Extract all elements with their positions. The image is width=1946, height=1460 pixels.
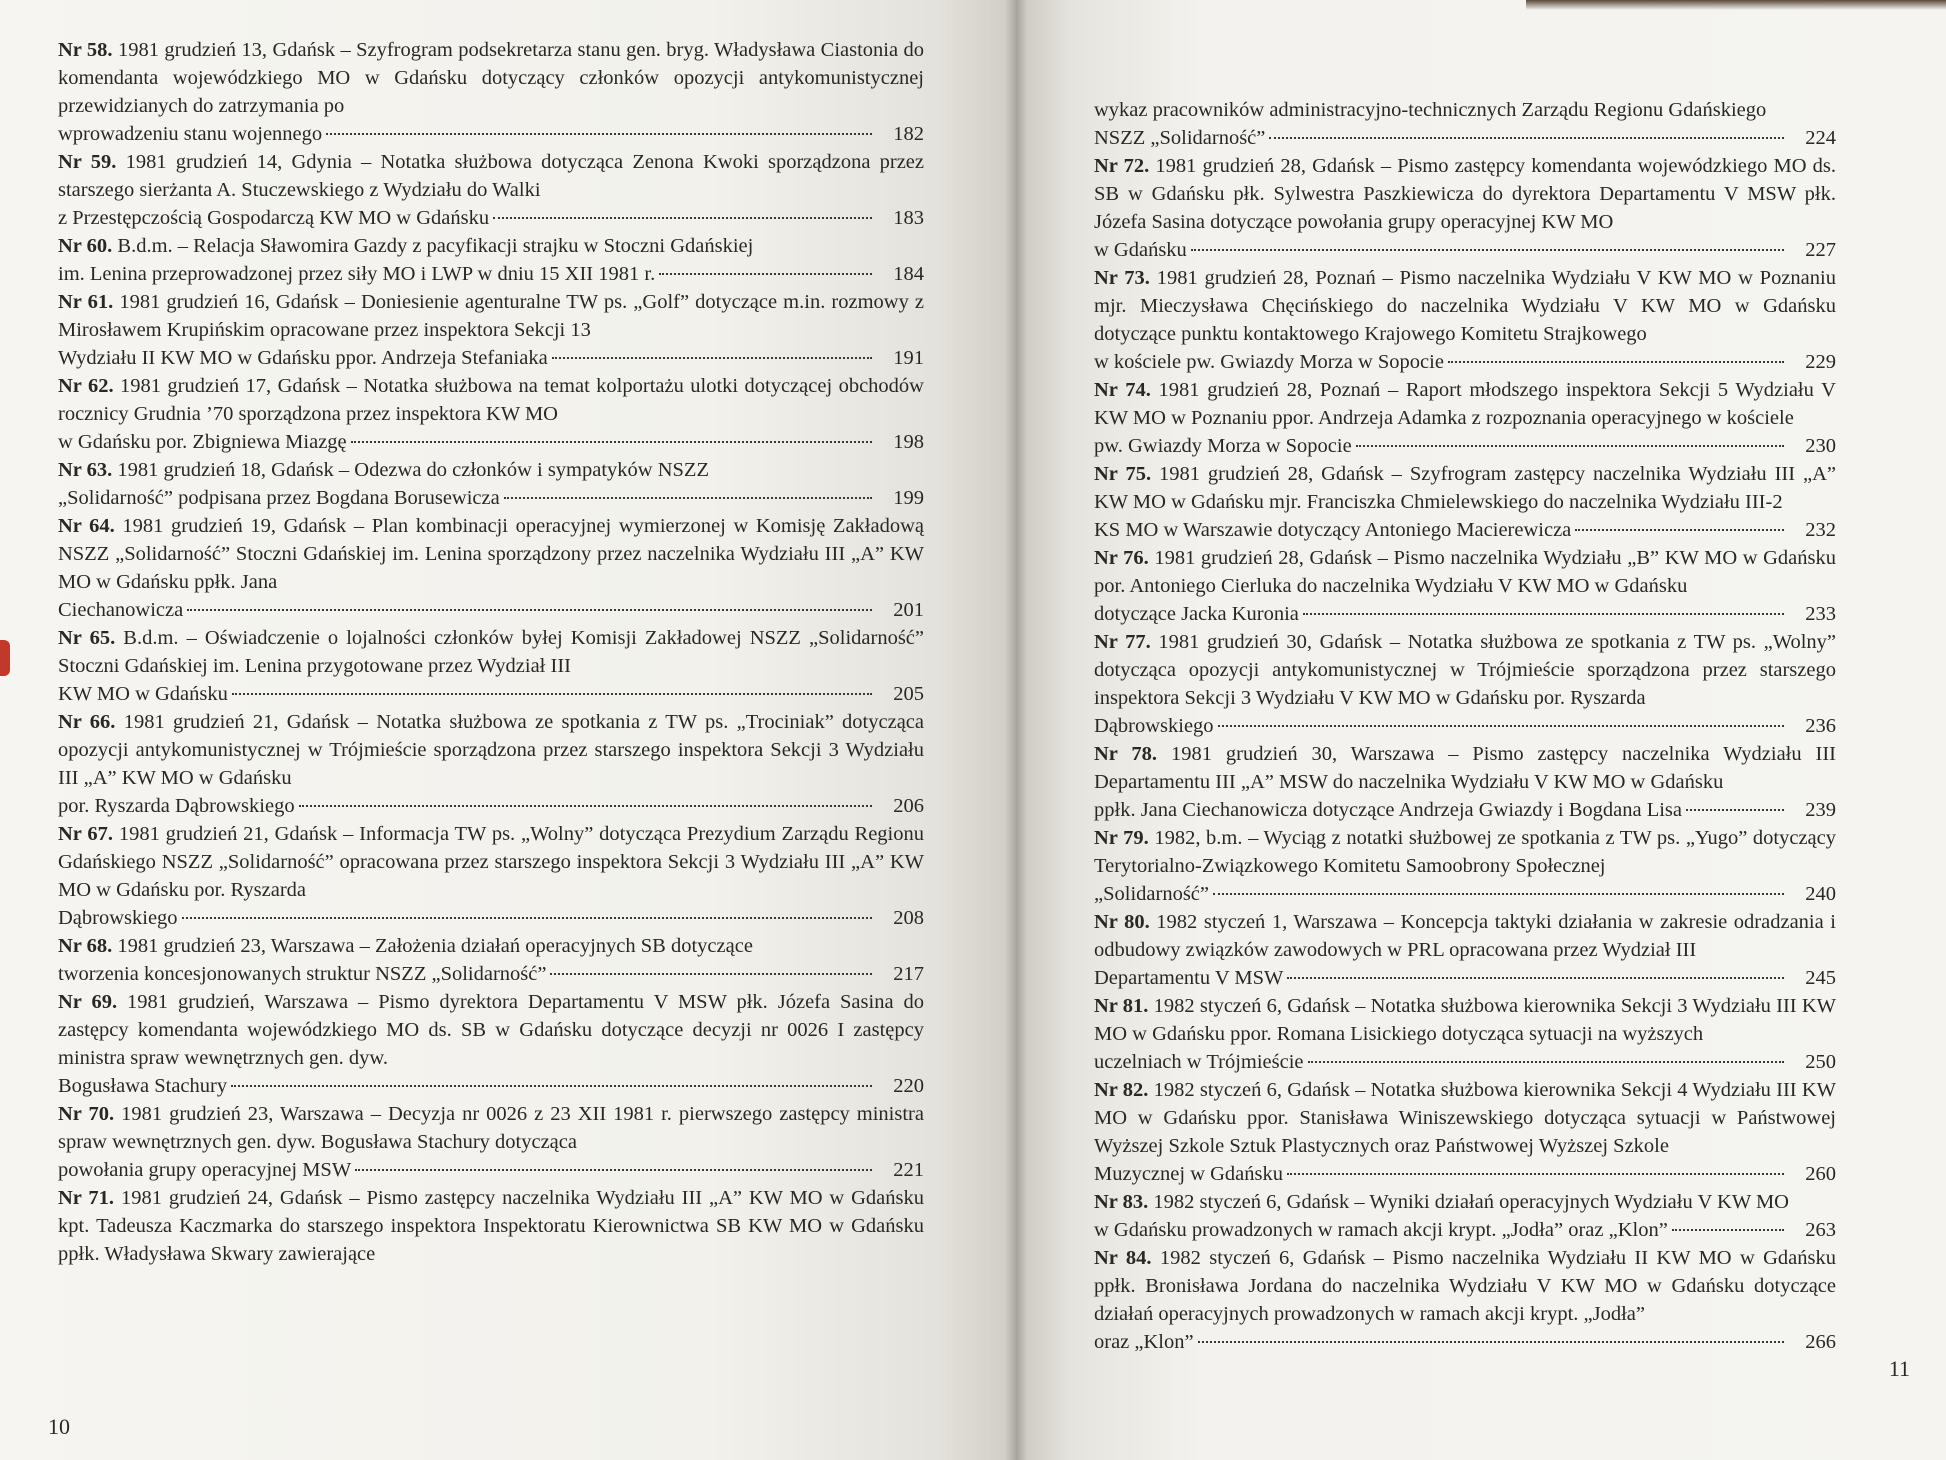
toc-entry-text: 1981 grudzień 13, Gdańsk – Szyfrogram podsekretarza stanu gen. bryg. Władysława Ciastonia do komendanta wojewódzkiego MO w Gdańsku dotyczący członków opozycji antykomunistycznej przewidzianych do zatrzymania po bbox=[58, 39, 924, 117]
toc-entry-text: wykaz pracowników administracyjno-technicznych Zarządu Regionu Gdańskiego bbox=[1094, 99, 1767, 121]
toc-entry-last-line bbox=[1094, 796, 1836, 824]
dot-leader bbox=[1287, 977, 1784, 979]
toc-entry-body bbox=[1094, 824, 1836, 880]
toc-entry bbox=[1094, 1244, 1894, 1356]
toc-page-number: 233 bbox=[1805, 603, 1836, 625]
toc-entry-text: B.d.m. – Relacja Sławomira Gazdy z pacyfikacji strajku w Stoczni Gdańskiej bbox=[117, 235, 754, 257]
toc-entry-tail: NSZZ „Solidarność” bbox=[1094, 127, 1266, 149]
toc-entry bbox=[58, 1100, 976, 1184]
toc-entry-body bbox=[58, 288, 924, 344]
toc-entry-tail: Ciechanowicza bbox=[58, 599, 184, 621]
toc-entry-text: 1982 styczeń 1, Warszawa – Koncepcja taktyki działania w zakresie odradzania i odbudowy związków zawodowych w PRL opracowana przez Wydział III bbox=[1094, 911, 1836, 961]
toc-entry-last-line bbox=[58, 960, 924, 988]
toc-entry-text: 1982, b.m. – Wyciąg z notatki służbowej ze spotkania z TW ps. „Yugo” dotyczący Terytorialno-Związkowego Komitetu Samoobrony Społecznej bbox=[1094, 827, 1836, 877]
toc-entry bbox=[58, 708, 976, 820]
toc-entry bbox=[1094, 152, 1894, 264]
toc-entry-tail: ppłk. Jana Ciechanowicza dotyczące Andrzeja Gwiazdy i Bogdana Lisa bbox=[1094, 799, 1683, 821]
toc-entry-last-line bbox=[1094, 1328, 1836, 1356]
toc-page-number: 206 bbox=[893, 795, 924, 817]
toc-entry-text: 1981 grudzień 23, Warszawa – Założenia działań operacyjnych SB dotyczące bbox=[117, 935, 753, 957]
toc-page-number: 208 bbox=[893, 907, 924, 929]
toc-entry-body bbox=[58, 820, 924, 904]
toc-entry bbox=[1094, 992, 1894, 1076]
toc-entry-number: Nr 70. bbox=[58, 1103, 115, 1125]
toc-entry-body bbox=[1094, 908, 1836, 964]
toc-entry-last-line bbox=[1094, 880, 1836, 908]
toc-entry-number: Nr 58. bbox=[58, 39, 113, 61]
toc-entry-number: Nr 62. bbox=[58, 375, 114, 397]
toc-entry-body bbox=[58, 512, 924, 596]
toc-page-number: 229 bbox=[1805, 351, 1836, 373]
toc-entry-tail: KS MO w Warszawie dotyczący Antoniego Macierewicza bbox=[1094, 519, 1572, 541]
toc-entry bbox=[1094, 96, 1894, 152]
toc-entry-body bbox=[58, 36, 924, 120]
toc-entry-body bbox=[58, 456, 924, 484]
toc-entry-body bbox=[1094, 740, 1836, 796]
toc-entry bbox=[1094, 1188, 1894, 1244]
toc-entry bbox=[58, 624, 976, 708]
toc-entry-number: Nr 72. bbox=[1094, 155, 1150, 177]
toc-entry-tail: im. Lenina przeprowadzonej przez siły MO i LWP w dniu 15 XII 1981 r. bbox=[58, 263, 656, 285]
toc-entry-last-line bbox=[58, 904, 924, 932]
toc-entry-number: Nr 80. bbox=[1094, 911, 1150, 933]
toc-entry-text: 1981 grudzień 28, Gdańsk – Pismo naczelnika Wydziału „B” KW MO w Gdańsku por. Antoniego Cierluka do naczelnika Wydziału V KW MO w Gdańsku bbox=[1094, 547, 1836, 597]
red-bookmark-edge bbox=[0, 640, 10, 676]
toc-page-number: 227 bbox=[1805, 239, 1836, 261]
toc-entry-body bbox=[58, 1184, 924, 1268]
dot-leader bbox=[231, 1085, 872, 1087]
dot-leader bbox=[1686, 809, 1784, 811]
toc-entry-tail: dotyczące Jacka Kuronia bbox=[1094, 603, 1299, 625]
toc-entry bbox=[1094, 376, 1894, 460]
toc-entry-body bbox=[58, 372, 924, 428]
dot-leader bbox=[1308, 1061, 1784, 1063]
toc-page-number: 198 bbox=[893, 431, 924, 453]
toc-entry-tail: Dąbrowskiego bbox=[1094, 715, 1214, 737]
dot-leader bbox=[326, 133, 872, 135]
dot-leader bbox=[1198, 1341, 1784, 1343]
toc-entry-last-line bbox=[58, 260, 924, 288]
toc-entry-tail: KW MO w Gdańsku bbox=[58, 683, 228, 705]
toc-entry-number: Nr 64. bbox=[58, 515, 115, 537]
toc-entry-tail: Dąbrowskiego bbox=[58, 907, 178, 929]
toc-entry-body bbox=[1094, 992, 1836, 1048]
toc-entry-text: 1981 grudzień 28, Poznań – Pismo naczelnika Wydziału V KW MO w Poznaniu mjr. Mieczysława Chęcińskiego do naczelnika Wydziału V KW MO w Gdańsku dotyczące punktu kontaktowego Krajowego Komitetu Strajkowego bbox=[1094, 267, 1836, 345]
toc-entry-last-line bbox=[1094, 1048, 1836, 1076]
toc-entry-last-line bbox=[1094, 1160, 1836, 1188]
toc-entry-text: 1981 grudzień 30, Gdańsk – Notatka służbowa ze spotkania z TW ps. „Wolny” dotycząca opozycji antykomunistycznej w Trójmieście sporządzona przez starszego inspektora Sekcji 3 Wydziału V KW MO w Gdańsku por. Ryszarda bbox=[1094, 631, 1837, 709]
toc-entry-number: Nr 69. bbox=[58, 991, 118, 1013]
dot-leader bbox=[187, 609, 872, 611]
desk-edge bbox=[1526, 0, 1946, 10]
toc-page-number: 191 bbox=[893, 347, 924, 369]
toc-entry bbox=[58, 820, 976, 932]
toc-page-number: 230 bbox=[1805, 435, 1836, 457]
toc-entry-number: Nr 60. bbox=[58, 235, 113, 257]
toc-page-number: 239 bbox=[1805, 799, 1836, 821]
toc-entry-number: Nr 73. bbox=[1094, 267, 1150, 289]
toc-entry-body bbox=[1094, 376, 1836, 432]
toc-entry-last-line bbox=[58, 204, 924, 232]
toc-page-number: 263 bbox=[1805, 1219, 1836, 1241]
dot-leader bbox=[299, 805, 872, 807]
toc-entry-last-line bbox=[1094, 348, 1836, 376]
dot-leader bbox=[1356, 445, 1784, 447]
toc-entry-number: Nr 66. bbox=[58, 711, 116, 733]
toc-entry-body bbox=[58, 148, 924, 204]
toc-entry bbox=[58, 1184, 976, 1268]
toc-entry-number: Nr 82. bbox=[1094, 1079, 1149, 1101]
toc-page-number: 250 bbox=[1805, 1051, 1836, 1073]
toc-entry-text: 1982 styczeń 6, Gdańsk – Wyniki działań operacyjnych Wydziału V KW MO bbox=[1153, 1191, 1789, 1213]
toc-entry-tail: Departamentu V MSW bbox=[1094, 967, 1284, 989]
toc-page-number: 236 bbox=[1805, 715, 1836, 737]
toc-entry bbox=[58, 372, 976, 456]
toc-entry-body bbox=[1094, 264, 1836, 348]
toc-entry bbox=[1094, 544, 1894, 628]
toc-entry-tail: por. Ryszarda Dąbrowskiego bbox=[58, 795, 295, 817]
toc-entry-tail: Muzycznej w Gdańsku bbox=[1094, 1163, 1284, 1185]
toc-entry-body bbox=[58, 988, 924, 1072]
toc-entry-body bbox=[1094, 1076, 1836, 1160]
toc-entry-tail: z Przestępczością Gospodarczą KW MO w Gdańsku bbox=[58, 207, 490, 229]
dot-leader bbox=[1448, 361, 1784, 363]
toc-entry-tail: „Solidarność” bbox=[1094, 883, 1209, 905]
dot-leader bbox=[1218, 725, 1784, 727]
dot-leader bbox=[355, 1169, 872, 1171]
toc-entry bbox=[58, 36, 976, 148]
toc-entry-last-line bbox=[58, 484, 924, 512]
page-number-left: 10 bbox=[48, 1414, 70, 1439]
toc-entry bbox=[1094, 460, 1894, 544]
dot-leader bbox=[504, 497, 872, 499]
dot-leader bbox=[659, 273, 872, 275]
toc-entry-last-line bbox=[58, 680, 924, 708]
toc-entry-text: 1981 grudzień 30, Warszawa – Pismo zastępcy naczelnika Wydziału III Departamentu III „A” MSW do naczelnika Wydziału V KW MO w Gdańsku bbox=[1094, 743, 1836, 793]
toc-page-number: 240 bbox=[1805, 883, 1836, 905]
toc-entry-body bbox=[58, 1100, 924, 1156]
toc-page-number: 201 bbox=[893, 599, 924, 621]
toc-entry-number: Nr 84. bbox=[1094, 1247, 1152, 1269]
toc-entry-text: 1981 grudzień 28, Gdańsk – Szyfrogram zastępcy naczelnika Wydziału III „A” KW MO w Gdańsku mjr. Franciszka Chmielewskiego do naczelnika Wydziału III-2 bbox=[1094, 463, 1836, 513]
toc-entry bbox=[1094, 908, 1894, 992]
toc-entry-number: Nr 61. bbox=[58, 291, 114, 313]
dot-leader bbox=[232, 693, 872, 695]
toc-entry-tail: Wydziału II KW MO w Gdańsku ppor. Andrzeja Stefaniaka bbox=[58, 347, 548, 369]
toc-entry-last-line bbox=[58, 1156, 924, 1184]
toc-entry-tail: powołania grupy operacyjnej MSW bbox=[58, 1159, 352, 1181]
toc-page-number: 221 bbox=[893, 1159, 924, 1181]
toc-entry-text: 1981 grudzień 18, Gdańsk – Odezwa do członków i sympatyków NSZZ bbox=[117, 459, 709, 481]
dot-leader bbox=[493, 217, 872, 219]
toc-entry bbox=[58, 988, 976, 1100]
right-page bbox=[1016, 0, 1946, 1460]
toc-entry-tail: uczelniach w Trójmieście bbox=[1094, 1051, 1304, 1073]
toc-entry-tail: Bogusława Stachury bbox=[58, 1075, 228, 1097]
toc-entry-body bbox=[1094, 460, 1836, 516]
dot-leader bbox=[182, 917, 872, 919]
toc-page-number: 260 bbox=[1805, 1163, 1836, 1185]
toc-entry-body bbox=[58, 624, 924, 680]
toc-entry-last-line bbox=[1094, 124, 1836, 152]
toc-entry-body bbox=[1094, 96, 1836, 124]
toc-entry-tail: w Gdańsku prowadzonych w ramach akcji krypt. „Jodła” oraz „Klon” bbox=[1094, 1219, 1668, 1241]
toc-entry-body bbox=[1094, 544, 1836, 600]
toc-entry-text: 1981 grudzień, Warszawa – Pismo dyrektora Departamentu V MSW płk. Józefa Sasina do zastępcy komendanta wojewódzkiego MO ds. SB w Gdańsku dotyczące decyzji nr 0026 I zastępcy ministra spraw wewnętrznych gen. dyw. bbox=[58, 991, 924, 1069]
toc-entry-last-line bbox=[58, 344, 924, 372]
toc-entry-text: 1981 grudzień 19, Gdańsk – Plan kombinacji operacyjnej wymierzonej w Komisję Zakładową NSZZ „Solidarność” Stoczni Gdańskiej im. Lenina sporządzony przez naczelnika Wydziału III „A” KW MO w Gdańsku ppłk. Jana bbox=[58, 515, 925, 593]
toc-entry-text: 1981 grudzień 21, Gdańsk – Notatka służbowa ze spotkania z TW ps. „Trociniak” dotycząca opozycji antykomunistycznej w Trójmieście sporządzona przez starszego inspektora Sekcji 3 Wydziału III „A” KW MO w Gdańsku bbox=[58, 711, 925, 789]
toc-entry-text: 1982 styczeń 6, Gdańsk – Notatka służbowa kierownika Sekcji 4 Wydziału III KW MO w Gdańsku ppor. Stanisława Winiszewskiego dotycząca sytuacji w Państwowej Wyższej Szkole Sztuk Plastycznych oraz Państwowej Wyższej Szkole bbox=[1094, 1079, 1836, 1157]
toc-entry-text: 1981 grudzień 28, Poznań – Raport młodszego inspektora Sekcji 5 Wydziału V KW MO w Poznaniu ppor. Andrzeja Adamka z rozpoznania operacyjnego w kościele bbox=[1094, 379, 1836, 429]
toc-entry-last-line bbox=[1094, 712, 1836, 740]
toc-entry-number: Nr 76. bbox=[1094, 547, 1149, 569]
toc-page-number: 220 bbox=[893, 1075, 924, 1097]
toc-entry-number: Nr 77. bbox=[1094, 631, 1151, 653]
toc-entry-last-line bbox=[58, 428, 924, 456]
toc-entry-body bbox=[1094, 152, 1836, 236]
dot-leader bbox=[351, 441, 872, 443]
toc-entry-text: 1981 grudzień 23, Warszawa – Decyzja nr 0026 z 23 XII 1981 r. pierwszego zastępcy ministra spraw wewnętrznych gen. dyw. Bogusława Stachury dotycząca bbox=[58, 1103, 924, 1153]
toc-page-number: 183 bbox=[893, 207, 924, 229]
toc-entry-tail: pw. Gwiazdy Morza w Sopocie bbox=[1094, 435, 1352, 457]
toc-entry bbox=[58, 232, 976, 288]
toc-page-number: 182 bbox=[893, 123, 924, 145]
toc-page-number: 224 bbox=[1805, 127, 1836, 149]
dot-leader bbox=[1269, 137, 1784, 139]
toc-entry-last-line bbox=[1094, 964, 1836, 992]
toc-entry-last-line bbox=[1094, 432, 1836, 460]
toc-entry bbox=[58, 148, 976, 232]
page-number-right: 11 bbox=[1888, 1356, 1910, 1381]
dot-leader bbox=[1575, 529, 1784, 531]
toc-entry-text: 1982 styczeń 6, Gdańsk – Pismo naczelnika Wydziału II KW MO w Gdańsku ppłk. Bronisława Jordana do naczelnika Wydziału V KW MO w Gdańsku dotyczące działań operacyjnych prowadzonych w ramach akcji krypt. „Jodła” bbox=[1094, 1247, 1836, 1325]
book-gutter bbox=[1005, 0, 1027, 1460]
toc-entry-text: 1981 grudzień 28, Gdańsk – Pismo zastępcy komendanta wojewódzkiego MO ds. SB w Gdańsku płk. Sylwestra Paszkiewicza do dyrektora Departamentu V MSW płk. Józefa Sasina dotyczące powołania grupy operacyjnej KW MO bbox=[1094, 155, 1836, 233]
dot-leader bbox=[1303, 613, 1784, 615]
toc-entry-body bbox=[1094, 1188, 1836, 1216]
toc-entry-text: 1981 grudzień 16, Gdańsk – Doniesienie agenturalne TW ps. „Golf” dotyczące m.in. rozmowy z Mirosławem Krupińskim opracowane przez inspektora Sekcji 13 bbox=[58, 291, 925, 341]
toc-entry-number: Nr 68. bbox=[58, 935, 113, 957]
toc-page-number: 205 bbox=[893, 683, 924, 705]
toc-entry bbox=[1094, 824, 1894, 908]
toc-entry-last-line bbox=[1094, 600, 1836, 628]
toc-entry-tail: oraz „Klon” bbox=[1094, 1331, 1194, 1353]
toc-page-number: 217 bbox=[893, 963, 924, 985]
toc-page-number: 266 bbox=[1805, 1331, 1836, 1353]
dot-leader bbox=[1672, 1229, 1784, 1231]
toc-page-number: 184 bbox=[893, 263, 924, 285]
toc-entry-number: Nr 65. bbox=[58, 627, 116, 649]
toc-entry-body bbox=[58, 932, 924, 960]
dot-leader bbox=[1287, 1173, 1784, 1175]
toc-entry-last-line bbox=[58, 792, 924, 820]
dot-leader bbox=[1213, 893, 1784, 895]
toc-entry-text: B.d.m. – Oświadczenie o lojalności członków byłej Komisji Zakładowej NSZZ „Solidarność” Stoczni Gdańskiej im. Lenina przygotowane przez Wydział III bbox=[58, 627, 924, 677]
toc-entry-tail: w Gdańsku por. Zbigniewa Miazgę bbox=[58, 431, 347, 453]
toc-entry-body bbox=[1094, 1244, 1836, 1328]
dot-leader bbox=[552, 357, 872, 359]
toc-entry-last-line bbox=[58, 596, 924, 624]
toc-entry-text: 1981 grudzień 24, Gdańsk – Pismo zastępcy naczelnika Wydziału III „A” KW MO w Gdańsku kpt. Tadeusza Kaczmarka do starszego inspektora Inspektoratu Kierownictwa SB KW MO w Gdańsku ppłk. Władysława Skwary zawierające bbox=[58, 1187, 924, 1265]
toc-entry bbox=[58, 932, 976, 988]
toc-entry bbox=[58, 288, 976, 372]
toc-page-number: 232 bbox=[1805, 519, 1836, 541]
toc-entry-number: Nr 67. bbox=[58, 823, 113, 845]
toc-entry-last-line bbox=[58, 1072, 924, 1100]
toc-entry-tail: wprowadzeniu stanu wojennego bbox=[58, 123, 323, 145]
toc-entry-text: 1981 grudzień 14, Gdynia – Notatka służbowa dotycząca Zenona Kwoki sporządzona przez starszego sierżanta A. Stuczewskiego z Wydziału do Walki bbox=[58, 151, 924, 201]
toc-entry bbox=[1094, 264, 1894, 376]
toc-entry bbox=[1094, 628, 1894, 740]
toc-page-number: 199 bbox=[893, 487, 924, 509]
toc-entry bbox=[1094, 1076, 1894, 1188]
toc-entry-last-line bbox=[1094, 516, 1836, 544]
toc-entry-text: 1981 grudzień 21, Gdańsk – Informacja TW ps. „Wolny” dotycząca Prezydium Zarządu Regionu Gdańskiego NSZZ „Solidarność” opracowana przez starszego inspektora Sekcji 3 Wydziału III „A” KW MO w Gdańsku por. Ryszarda bbox=[58, 823, 924, 901]
toc-entry bbox=[58, 512, 976, 624]
toc-entry-last-line bbox=[1094, 1216, 1836, 1244]
toc-entry-number: Nr 63. bbox=[58, 459, 113, 481]
toc-entry-number: Nr 75. bbox=[1094, 463, 1152, 485]
toc-page-number: 245 bbox=[1805, 967, 1836, 989]
toc-entry-number: Nr 59. bbox=[58, 151, 117, 173]
toc-entry-tail: w Gdańsku bbox=[1094, 239, 1187, 261]
toc-entry-tail: tworzenia koncesjonowanych struktur NSZZ „Solidarność” bbox=[58, 963, 547, 985]
toc-entry-text: 1982 styczeń 6, Gdańsk – Notatka służbowa kierownika Sekcji 3 Wydziału III KW MO w Gdańsku ppor. Romana Lisickiego dotycząca sytuacji na wyższych bbox=[1094, 995, 1836, 1045]
toc-entry-text: 1981 grudzień 17, Gdańsk – Notatka służbowa na temat kolportażu ulotki dotyczącej obchodów rocznicy Grudnia ’70 sporządzona przez inspektora KW MO bbox=[58, 375, 924, 425]
toc-entry-body bbox=[58, 232, 924, 260]
toc-entry-number: Nr 71. bbox=[58, 1187, 115, 1209]
toc-entry-last-line bbox=[1094, 236, 1836, 264]
toc-entry-number: Nr 74. bbox=[1094, 379, 1151, 401]
toc-entry bbox=[1094, 740, 1894, 824]
toc-entry-number: Nr 79. bbox=[1094, 827, 1149, 849]
toc-entry-tail: w kościele pw. Gwiazdy Morza w Sopocie bbox=[1094, 351, 1444, 373]
toc-entry-body bbox=[58, 708, 924, 792]
toc-entry-body bbox=[1094, 628, 1836, 712]
toc-entry bbox=[58, 456, 976, 512]
toc-entry-number: Nr 78. bbox=[1094, 743, 1158, 765]
dot-leader bbox=[1191, 249, 1784, 251]
toc-entry-tail: „Solidarność” podpisana przez Bogdana Borusewicza bbox=[58, 487, 500, 509]
toc-entry-number: Nr 83. bbox=[1094, 1191, 1149, 1213]
toc-entry-number: Nr 81. bbox=[1094, 995, 1149, 1017]
dot-leader bbox=[550, 973, 872, 975]
toc-entry-last-line bbox=[58, 120, 924, 148]
